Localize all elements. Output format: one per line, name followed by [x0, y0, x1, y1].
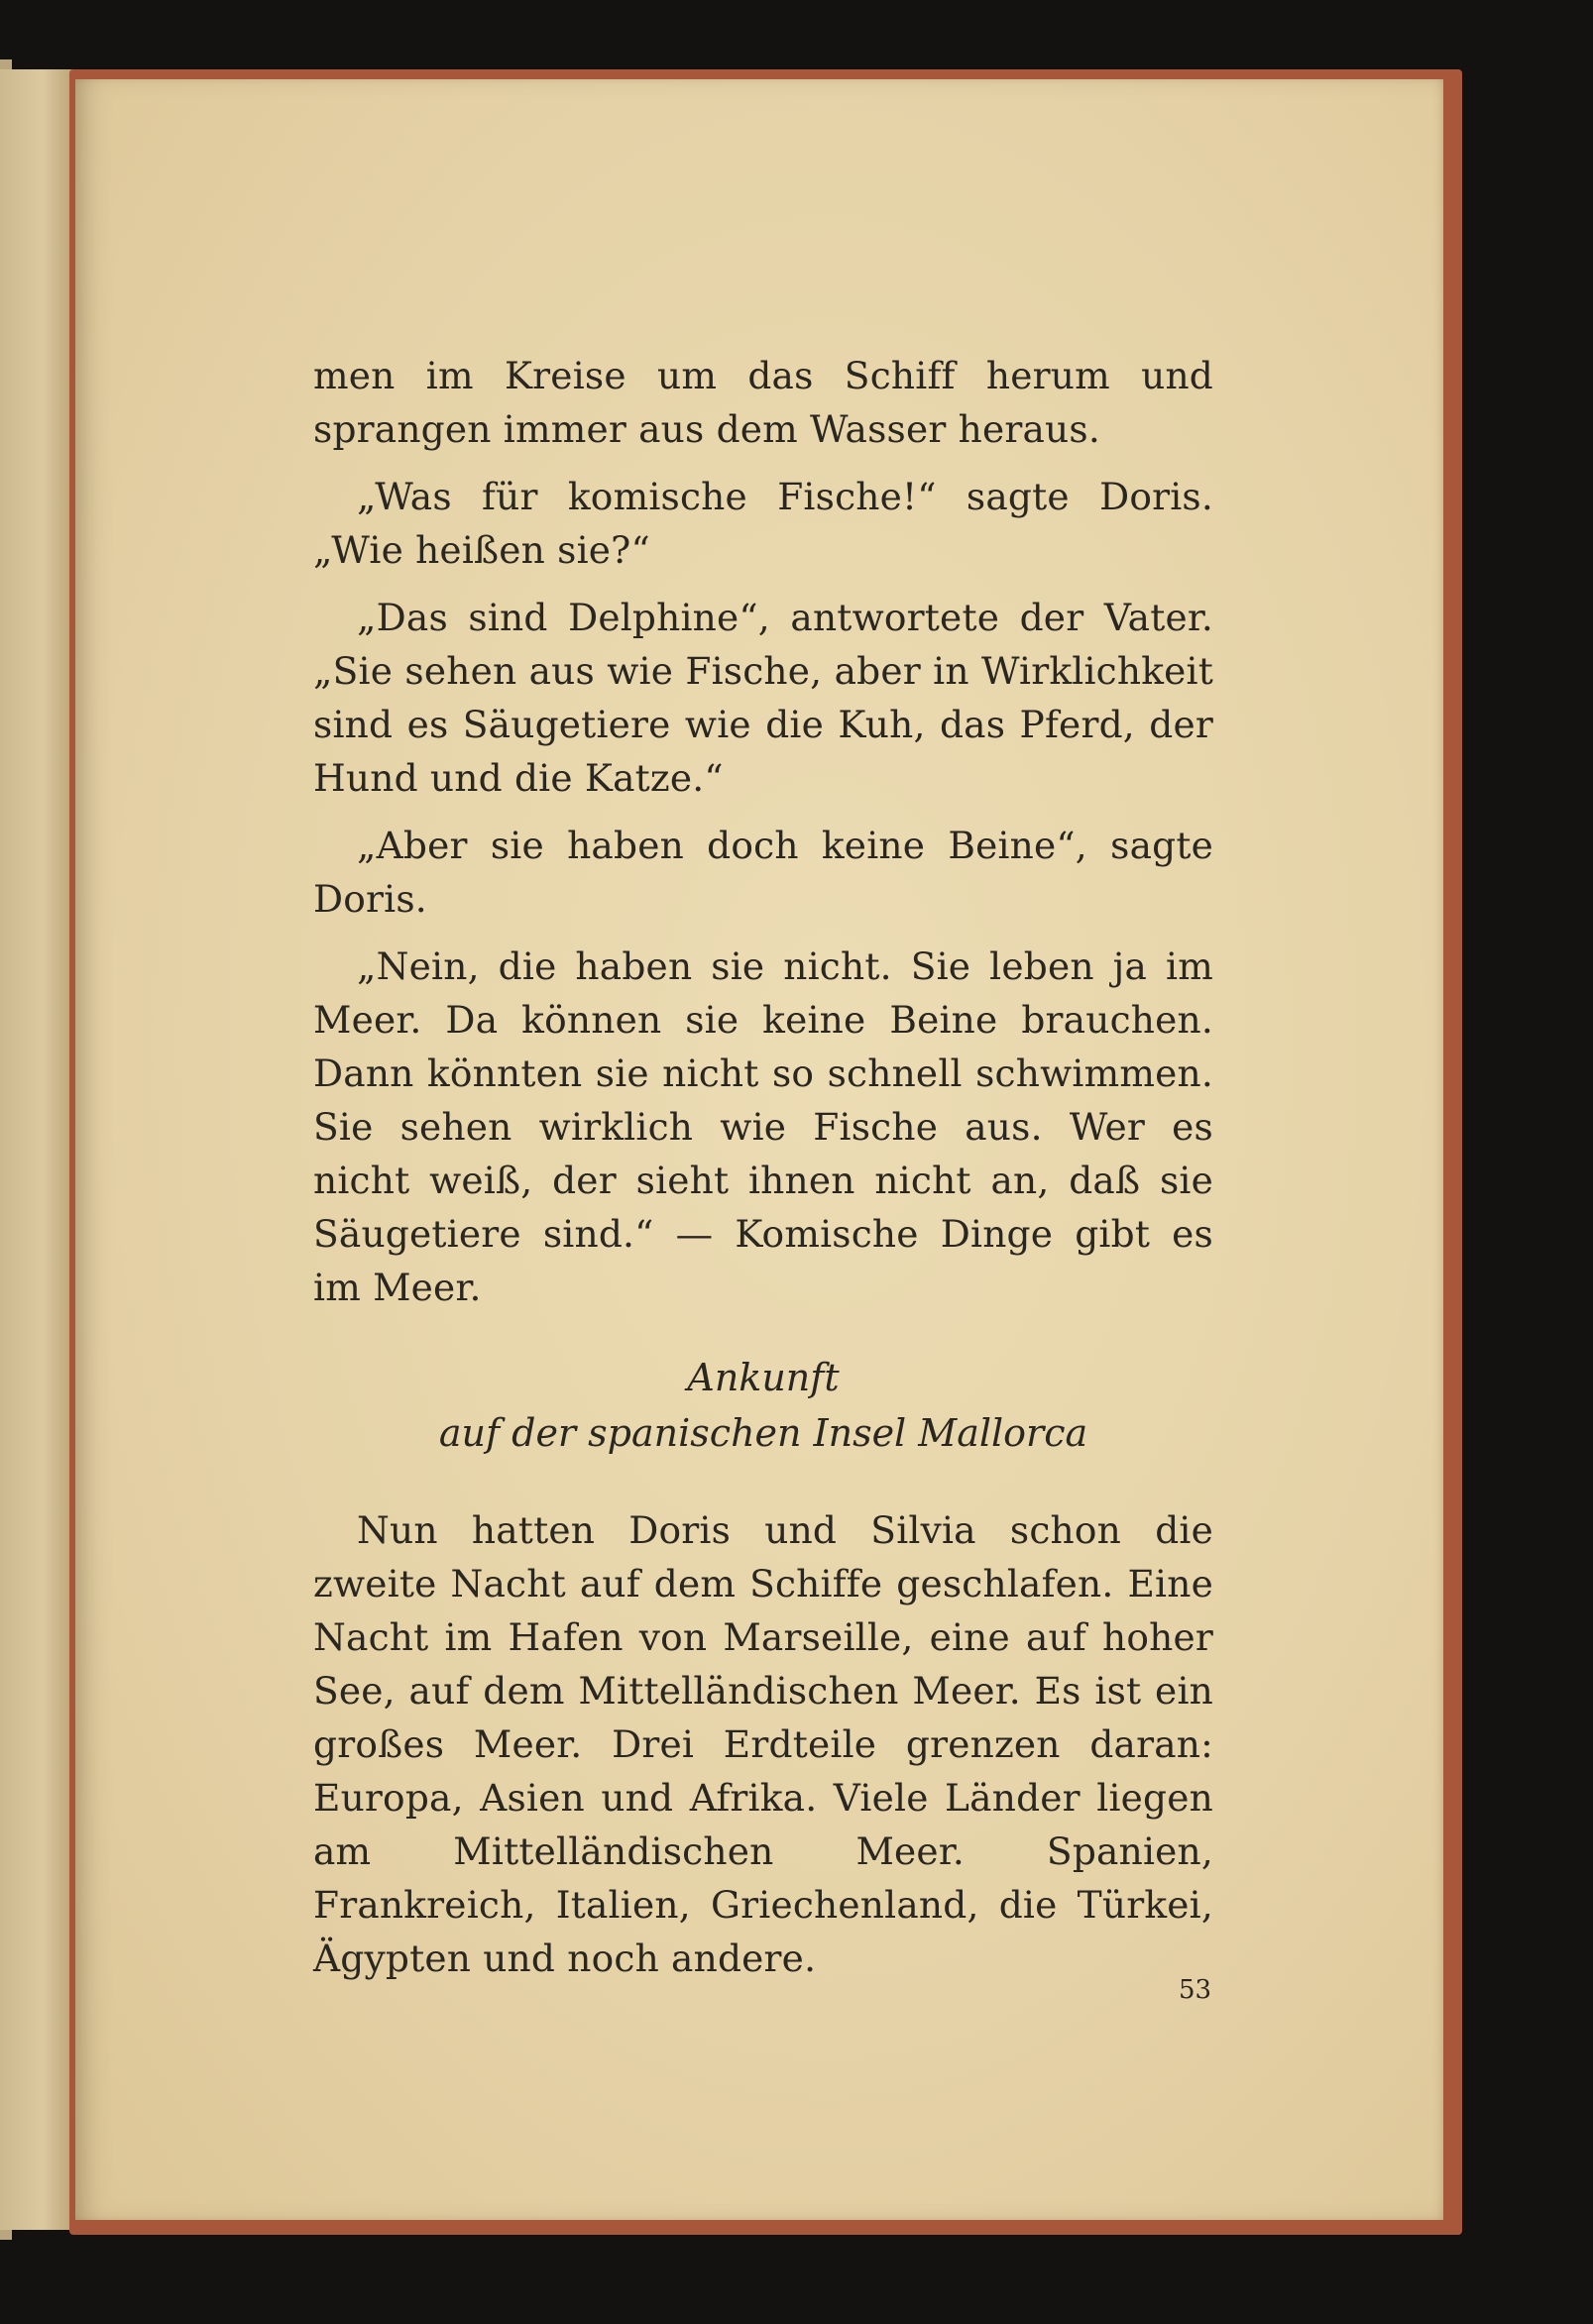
paragraph: „Was für komische Fische!“ sagte Doris. „Wie heißen sie?“	[313, 475, 1213, 572]
paragraph: men im Kreise um das Schiff herum und sprangen immer aus dem Wasser heraus.	[313, 354, 1213, 451]
previous-page-sliver	[0, 69, 77, 2230]
body-text-top	[313, 349, 1213, 1314]
book-page	[75, 79, 1443, 2220]
paragraph: „Das sind Delphine“, antwortete der Vater. „Sie sehen aus wie Fische, aber in Wirklichkeit sind es Säugetiere wie die Kuh, das Pferd, der Hund und die Katze.“	[313, 596, 1213, 800]
heading-line-1: Ankunft	[687, 1356, 840, 1399]
section-heading	[313, 1350, 1213, 1461]
body-text-bottom	[313, 1503, 1213, 1985]
paragraph: „Nein, die haben sie nicht. Sie leben ja im Meer. Da können sie keine Beine brauchen. Dann könnten sie nicht so schnell schwimmen. Sie sehen wirklich wie Fische aus. Wer es nicht weiß, der sieht ihnen nicht an, daß sie Säugetiere sind.“ — Komische Dinge gibt es im Meer.	[313, 944, 1213, 1309]
heading-line-2: auf der spanischen Insel Mallorca	[438, 1411, 1088, 1455]
paragraph: Nun hatten Doris und Silvia schon die zweite Nacht auf dem Schiffe geschlafen. Eine Nacht im Hafen von Marseille, eine auf hoher See, auf dem Mittelländischen Meer. Es ist ein großes Meer. Drei Erdteile grenzen daran: Europa, Asien und Afrika. Viele Länder liegen am Mittelländischen Meer. Spanien, Frankreich, Italien, Griechenland, die Türkei, Ägypten und noch andere.	[313, 1508, 1213, 1980]
page-number: 53	[1179, 1975, 1212, 2005]
paragraph: „Aber sie haben doch keine Beine“, sagte Doris.	[313, 824, 1213, 921]
